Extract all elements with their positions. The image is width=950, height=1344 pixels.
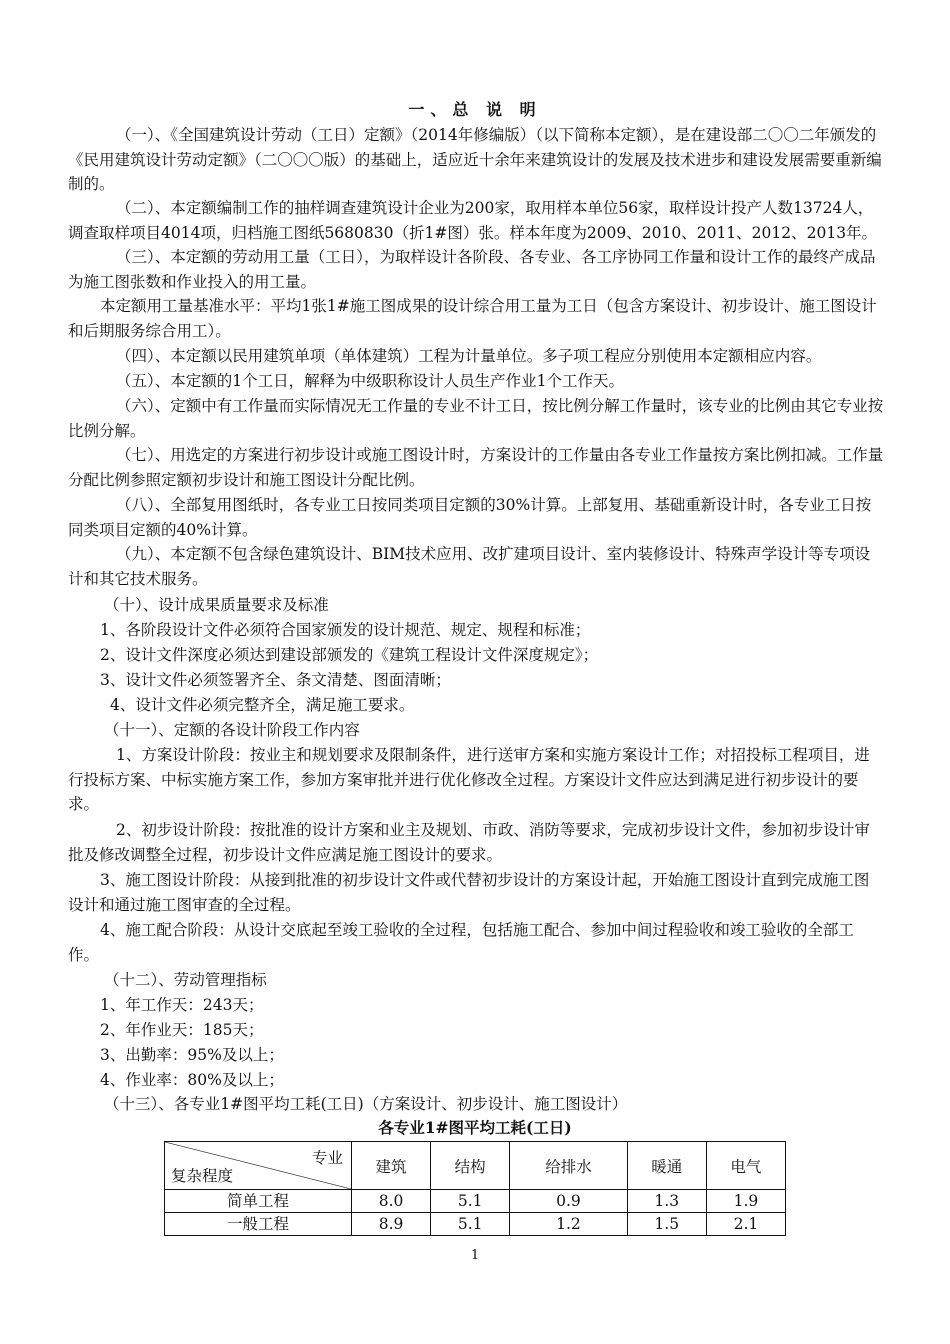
- section-12-heading: （十二）、劳动管理指标: [104, 971, 267, 989]
- section-10-item-4: 4、设计文件必须完整齐全，满足施工要求。: [110, 696, 415, 714]
- paragraph-1: （一）、《全国建筑设计劳动（工日）定额》（2014年修编版）（以下简称本定额），是在建设部二〇〇二年颁发的《民用建筑设计劳动定额》（二〇〇〇版）的基础上，适应近十余年来建筑设计的发展及技术进步和建设发展需要重新编制的。: [68, 126, 882, 193]
- page-number: 1: [470, 1248, 480, 1263]
- row-label: 简单工程: [165, 1190, 352, 1213]
- section-11-heading: （十一）、定额的各设计阶段工作内容: [104, 721, 360, 739]
- labor-table: [164, 1141, 786, 1236]
- column-header: 结构: [431, 1142, 510, 1190]
- paragraph-4: 本定额用工量基准水平：平均1张1#施工图成果的设计综合用工量为工日（包含方案设计、初步设计、施工图设计和后期服务综合用工）。: [68, 297, 877, 340]
- section-10-item-1: 1、各阶段设计文件必须符合国家颁发的设计规范、规定、规程和标准；: [100, 621, 591, 639]
- table-title: 各专业1#图平均工耗(工日): [378, 1118, 572, 1137]
- table-row: [165, 1190, 786, 1213]
- table-cell: 8.0: [352, 1190, 431, 1213]
- section-10-item-2: 2、设计文件深度必须达到建设部颁发的《建筑工程设计文件深度规定》；: [100, 646, 599, 664]
- paragraph-9: （八）、全部复用图纸时，各专业工日按同类项目定额的30%计算。上部复用、基础重新设计时，各专业工日按同类项目定额的40%计算。: [68, 496, 872, 539]
- table-corner-cell: [165, 1142, 352, 1190]
- column-header: 电气: [706, 1142, 785, 1190]
- section-13-heading: （十三）、各专业1#图平均工耗(工日)（方案设计、初步设计、施工图设计）: [104, 1095, 628, 1113]
- section-12-item-4: 4、作业率：80%及以上；: [100, 1071, 284, 1089]
- section-12-item-2: 2、年作业天：185天；: [100, 1021, 264, 1039]
- table-header-row: [165, 1142, 786, 1190]
- table-cell: 1.5: [627, 1213, 706, 1236]
- table-cell: 5.1: [431, 1213, 510, 1236]
- column-header: 暖通: [627, 1142, 706, 1190]
- paragraph-7: （六）、定额中有工作量而实际情况无工作量的专业不计工日，按比例分解工作量时，该专业的比例由其它专业按比例分解。: [68, 397, 884, 440]
- table-cell: 5.1: [431, 1190, 510, 1213]
- paragraph-3: （三）、本定额的劳动用工量（工日），为取样设计各阶段、各专业、各工序协同工作量和设计工作的最终产成品为施工图张数和作业投入的用工量。: [68, 248, 876, 291]
- paragraph-10: （九）、本定额不包含绿色建筑设计、BIM技术应用、改扩建项目设计、室内装修设计、特殊声学设计等专项设计和其它技术服务。: [68, 545, 871, 588]
- section-10-item-3: 3、设计文件必须签署齐全、条文清楚、图面清晰；: [100, 671, 451, 689]
- table-cell: 2.1: [706, 1213, 785, 1236]
- section-12-item-1: 1、年工作天：243天；: [100, 996, 264, 1014]
- paragraph-8: （七）、用选定的方案进行初步设计或施工图设计时，方案设计的工作量由各专业工作量按方案比例扣减。工作量分配比例参照定额初步设计和施工图设计分配比例。: [68, 446, 884, 489]
- section-10-heading: （十）、设计成果质量要求及标准: [104, 596, 329, 614]
- paragraph-5: （四）、本定额以民用建筑单项（单体建筑）工程为计量单位。多子项工程应分别使用本定额相应内容。: [116, 347, 822, 365]
- section-11-item-4: 4、施工配合阶段：从设计交底起至竣工验收的全过程，包括施工配合、参加中间过程验收和竣工验收的全部工作。: [68, 921, 854, 964]
- corner-label-specialty: 专业: [311, 1149, 343, 1167]
- table-cell: 1.3: [627, 1190, 706, 1213]
- section-11-item-1: 1、方案设计阶段：按业主和规划要求及限制条件，进行送审方案和实施方案设计工作；对招投标工程项目，进行投标方案、中标实施方案工作，参加方案审批并进行优化修改全过程。方案设计文件应达到满足进行初步设计的要求。: [68, 746, 870, 813]
- paragraph-2: （二）、本定额编制工作的抽样调查建筑设计企业为200家，取用样本单位56家，取样设计投产人数13724人，调查取样项目4014项，归档施工图纸5680830（折1#图）张。样本年度为2009、2010、2011、2012、2013年。: [68, 199, 878, 242]
- section-12-item-3: 3、出勤率：95%及以上；: [100, 1046, 284, 1064]
- page-title: 一、总 说 明: [408, 100, 542, 119]
- section-11-item-2: 2、初步设计阶段：按批准的设计方案和业主及规划、市政、消防等要求，完成初步设计文件，参加初步设计审批及修改调整全过程，初步设计文件应满足施工图设计的要求。: [68, 821, 870, 864]
- table-row: [165, 1213, 786, 1236]
- paragraph-6: （五）、本定额的1个工日，解释为中级职称设计人员生产作业1个工作天。: [116, 372, 624, 390]
- row-label: 一般工程: [165, 1213, 352, 1236]
- column-header: 给排水: [510, 1142, 627, 1190]
- section-11-item-3: 3、施工图设计阶段：从接到批准的初步设计文件或代替初步设计的方案设计起，开始施工图设计直到完成施工图设计和通过施工图审查的全过程。: [68, 871, 870, 914]
- corner-label-complexity: 复杂程度: [171, 1167, 234, 1185]
- table-cell: 1.2: [510, 1213, 627, 1236]
- table-cell: 1.9: [706, 1190, 785, 1213]
- table-cell: 8.9: [352, 1213, 431, 1236]
- column-header: 建筑: [352, 1142, 431, 1190]
- table-cell: 0.9: [510, 1190, 627, 1213]
